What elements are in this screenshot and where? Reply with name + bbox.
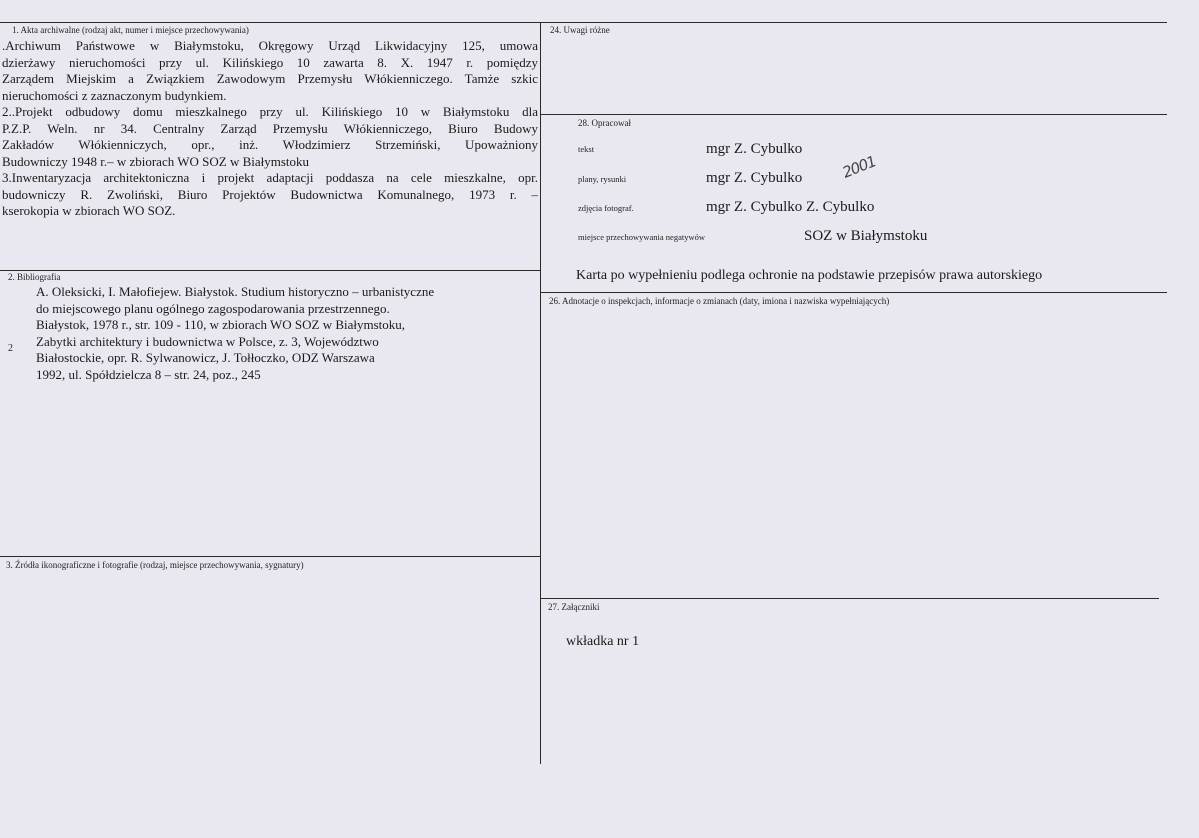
- bibliography-line: Zabytki architektury i budownictwa w Polsce, z. 3, Województwo: [36, 333, 379, 349]
- section-24-label: 24. Uwagi różne: [550, 25, 610, 35]
- divider-prepared-by: [541, 114, 1167, 115]
- archival-line: .Archiwum Państwowe w Białymstoku, Okręgowy Urząd Likwidacyjny 125, umowa: [2, 38, 538, 53]
- bibliography-line: Białystok, 1978 r., str. 109 - 110, w zbiorach WO SOZ w Białymstoku,: [36, 317, 406, 332]
- archival-line: kserokopia w zbiorach WO SOZ.: [2, 203, 176, 218]
- archival-line: Zarządem Miejskim a Związkiem Zawodowym Przemysłu Włókienniczego. Tamże szkic: [2, 71, 538, 86]
- divider-top-right: [541, 22, 1167, 23]
- prepared-text-key: tekst: [578, 144, 595, 154]
- archival-line: Zakładów Włókienniczych, opr., inż. Włodzimierz Strzemiński, Upoważniony: [2, 137, 538, 152]
- prepared-drawings-key: plany, rysunki: [578, 174, 627, 184]
- archival-line: 3.Inwentaryzacja architektoniczna i projekt adaptacji poddasza na cele mieszkalne, opr.: [2, 170, 538, 185]
- bibliography-text: [36, 284, 536, 383]
- divider-bibliography: [0, 270, 540, 271]
- archival-line: budowniczy R. Zwoliński, Biuro Projektów Budownictwa Komunalnego, 1973 r. –: [2, 186, 538, 202]
- divider-top-left: [0, 22, 540, 23]
- archival-line: Budowniczy 1948 r.– w zbiorach WO SOZ w Białymstoku: [2, 153, 310, 169]
- bibliography-line: 1992, ul. Spółdzielcza 8 – str. 24, poz., 245: [36, 366, 261, 382]
- section-26-label: 26. Adnotacje o inspekcjach, informacje o zmianach (daty, imiona i nazwiska wypełniających): [549, 296, 890, 306]
- archival-line: dzierżawy nieruchomości przy ul. Kilińskiego 10 zawarta 8. X. 1947 r. pomiędzy: [2, 54, 538, 70]
- prepared-photos-key: zdjęcia fotograf.: [578, 203, 634, 213]
- archival-records-text-3-short: [2, 203, 538, 220]
- section-27-label: 27. Załączniki: [548, 602, 600, 612]
- section-2-label: 2. Bibliografia: [8, 272, 61, 282]
- section-1-label: 1. Akta archiwalne (rodzaj akt, numer i miejsce przechowywania): [12, 25, 249, 35]
- archival-records-text-3: [2, 170, 538, 203]
- bibliography-line: Białostockie, opr. R. Sylwanowicz, J. Tołłoczko, ODZ Warszawa: [36, 350, 375, 365]
- archival-records-text-short: [2, 88, 538, 105]
- section-3-label: 3. Źródła ikonograficzne i fotografie (rodzaj, miejsce przechowywania, sygnatury): [6, 560, 304, 570]
- bibliography-item-marker: 2: [8, 343, 13, 354]
- prepared-text-value: mgr Z. Cybulko: [706, 141, 803, 157]
- column-divider: [540, 22, 541, 764]
- archival-line: P.Z.P. Weln. nr 34. Centralny Zarząd Przemysłu Włókienniczego, Biuro Budowy: [2, 120, 538, 136]
- divider-iconography: [0, 556, 540, 557]
- copyright-note: Karta po wypełnieniu podlega ochronie na podstawie przepisów prawa autorskiego: [576, 268, 1043, 283]
- divider-attachments: [541, 598, 1159, 599]
- section-28-label: 28. Opracował: [578, 118, 631, 128]
- bibliography-line: do miejscowego planu ogólnego zagospodarowania przestrzennego.: [36, 300, 390, 316]
- archival-line: 2..Projekt odbudowy domu mieszkalnego przy ul. Kilińskiego 10 w Białymstoku dla: [2, 104, 538, 119]
- negatives-label: miejsce przechowywania negatywów: [578, 232, 705, 242]
- archival-records-text-2-short: [2, 154, 538, 171]
- handwritten-year: 2001: [839, 152, 879, 182]
- prepared-drawings-value: mgr Z. Cybulko: [706, 170, 803, 186]
- archival-line: nieruchomości z zaznaczonym budynkiem.: [2, 87, 227, 103]
- prepared-photos-value: mgr Z. Cybulko Z. Cybulko: [706, 199, 875, 215]
- negatives-value: SOZ w Białymstoku: [804, 228, 928, 244]
- attachments-value: wkładka nr 1: [566, 634, 640, 649]
- archival-records-text: [2, 38, 538, 88]
- divider-annotations: [541, 292, 1167, 293]
- archival-records-text-2: [2, 104, 538, 154]
- bibliography-line: A. Oleksicki, I. Małofiejew. Białystok. Studium historyczno – urbanistyczne: [36, 284, 435, 299]
